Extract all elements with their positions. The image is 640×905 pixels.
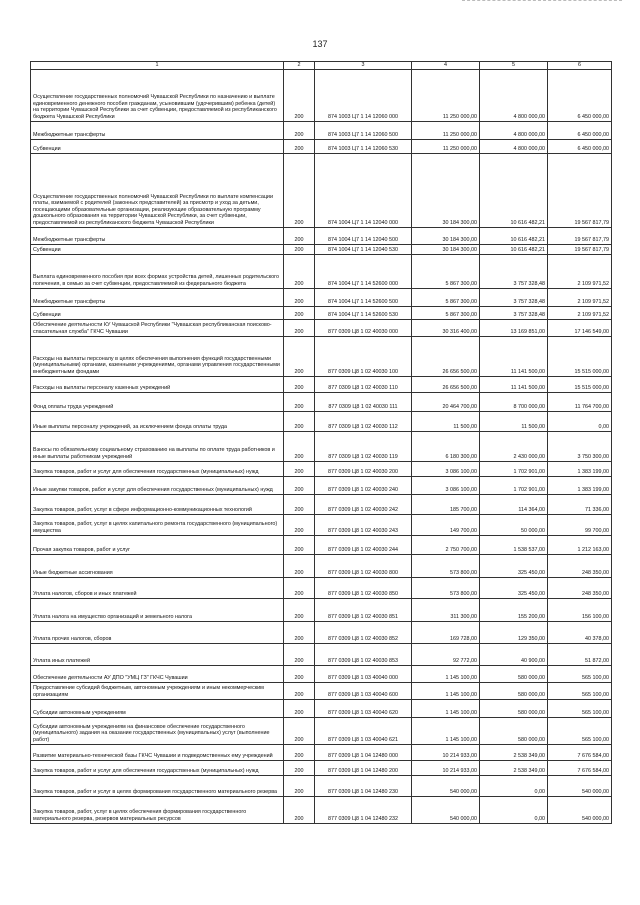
row-kvsr: 200	[284, 797, 315, 824]
row-remaining-amount: 71 336,00	[548, 495, 612, 515]
row-remaining-amount: 2 109 971,52	[548, 255, 612, 289]
row-budget-code: 877 0309 Ц8 1 02 40030 243	[315, 515, 412, 536]
row-plan-amount: 11 500,00	[412, 412, 480, 432]
row-budget-code: 877 0309 Ц8 1 04 12480 000	[315, 745, 412, 761]
row-description: Уплата налогов, сборов и иных платежей	[31, 578, 284, 599]
row-kvsr: 200	[284, 622, 315, 644]
row-plan-amount: 1 145 100,00	[412, 683, 480, 700]
row-executed-amount: 580 000,00	[480, 683, 548, 700]
row-plan-amount: 573 800,00	[412, 555, 480, 578]
row-remaining-amount: 11 764 700,00	[548, 393, 612, 412]
row-remaining-amount: 40 378,00	[548, 622, 612, 644]
row-budget-code: 877 0309 Ц8 1 04 12480 232	[315, 797, 412, 824]
table-row	[31, 320, 612, 337]
row-kvsr: 200	[284, 228, 315, 245]
table-header-row	[31, 62, 612, 70]
row-budget-code: 877 0309 Ц8 1 04 12480 200	[315, 761, 412, 776]
row-kvsr: 200	[284, 477, 315, 495]
row-description: Расходы на выплаты персоналу казенных учреждений	[31, 377, 284, 393]
row-remaining-amount: 99 700,00	[548, 515, 612, 536]
table-row	[31, 289, 612, 307]
row-executed-amount: 11 500,00	[480, 412, 548, 432]
row-budget-code: 874 1004 Ц7 1 14 52600 000	[315, 255, 412, 289]
row-remaining-amount: 6 450 000,00	[548, 122, 612, 140]
row-description: Закупка товаров, работ, услуг в целях капитального ремонта государственного (муниципального) имущества	[31, 515, 284, 536]
row-description: Межбюджетные трансферты	[31, 289, 284, 307]
row-plan-amount: 30 184 300,00	[412, 228, 480, 245]
row-remaining-amount: 7 676 584,00	[548, 761, 612, 776]
row-plan-amount: 26 656 500,00	[412, 377, 480, 393]
row-executed-amount: 3 757 328,48	[480, 255, 548, 289]
row-plan-amount: 11 250 000,00	[412, 70, 480, 122]
row-plan-amount: 3 086 100,00	[412, 477, 480, 495]
row-description: Иные закупки товаров, работ и услуг для обеспечения государственных (муниципальных) нужд	[31, 477, 284, 495]
row-kvsr: 200	[284, 700, 315, 718]
table-row	[31, 140, 612, 154]
table-row	[31, 432, 612, 462]
column-header-5: 5	[480, 62, 548, 70]
row-kvsr: 200	[284, 555, 315, 578]
table-row	[31, 255, 612, 289]
row-remaining-amount: 248 350,00	[548, 555, 612, 578]
row-budget-code: 877 0309 Ц8 1 02 40030 853	[315, 644, 412, 666]
row-description: Субсидии автономным учреждениям на финансовое обеспечение государственного (муниципального) задания на оказание государственных (муниципальных) услуг (выполнение работ)	[31, 718, 284, 745]
table-row	[31, 477, 612, 495]
row-description: Субвенции	[31, 307, 284, 320]
row-description: Субвенции	[31, 245, 284, 255]
row-kvsr: 200	[284, 255, 315, 289]
row-remaining-amount: 3 750 300,00	[548, 432, 612, 462]
row-remaining-amount: 15 515 000,00	[548, 337, 612, 377]
row-executed-amount: 3 757 328,48	[480, 307, 548, 320]
row-budget-code: 877 0309 Ц8 1 03 40040 621	[315, 718, 412, 745]
row-kvsr: 200	[284, 307, 315, 320]
table-row	[31, 666, 612, 683]
row-executed-amount: 4 800 000,00	[480, 122, 548, 140]
row-remaining-amount: 1 212 163,00	[548, 536, 612, 555]
row-description: Закупка товаров, работ и услуг в целях формирования государственного материального резерва	[31, 776, 284, 797]
row-plan-amount: 20 464 700,00	[412, 393, 480, 412]
row-budget-code: 874 1004 Ц7 1 14 12040 530	[315, 245, 412, 255]
column-header-1: 1	[31, 62, 284, 70]
table-row	[31, 776, 612, 797]
table-row	[31, 797, 612, 824]
row-executed-amount: 580 000,00	[480, 718, 548, 745]
table-row	[31, 245, 612, 255]
row-budget-code: 877 0309 Ц8 1 03 40040 620	[315, 700, 412, 718]
row-kvsr: 200	[284, 776, 315, 797]
row-description: Закупка товаров, работ и услуг для обеспечения государственных (муниципальных) нужд	[31, 462, 284, 477]
row-budget-code: 874 1003 Ц7 1 14 12060 530	[315, 140, 412, 154]
row-budget-code: 877 0309 Ц8 1 02 40030 852	[315, 622, 412, 644]
row-description: Развитие материально-технической базы ГКЧС Чувашии и подведомственных ему учреждений	[31, 745, 284, 761]
row-budget-code: 874 1003 Ц7 1 14 12060 500	[315, 122, 412, 140]
row-remaining-amount: 248 350,00	[548, 578, 612, 599]
row-description: Субсидии автономным учреждениям	[31, 700, 284, 718]
row-kvsr: 200	[284, 666, 315, 683]
row-budget-code: 874 1003 Ц7 1 14 12060 000	[315, 70, 412, 122]
column-header-2: 2	[284, 62, 315, 70]
row-plan-amount: 540 000,00	[412, 776, 480, 797]
row-remaining-amount: 17 146 549,00	[548, 320, 612, 337]
row-executed-amount: 0,00	[480, 776, 548, 797]
row-kvsr: 200	[284, 140, 315, 154]
row-kvsr: 200	[284, 393, 315, 412]
row-plan-amount: 573 800,00	[412, 578, 480, 599]
row-kvsr: 200	[284, 432, 315, 462]
row-executed-amount: 2 538 349,00	[480, 745, 548, 761]
row-description: Расходы на выплаты персоналу в целях обеспечения выполнения функций государственными (муниципальными) органами, казенными учреждениями, органами управления государственными внебюджетными фондами	[31, 337, 284, 377]
row-executed-amount: 10 616 482,21	[480, 154, 548, 228]
row-plan-amount: 11 250 000,00	[412, 140, 480, 154]
row-remaining-amount: 565 100,00	[548, 683, 612, 700]
row-budget-code: 877 0309 Ц8 1 03 40040 600	[315, 683, 412, 700]
row-description: Межбюджетные трансферты	[31, 228, 284, 245]
row-remaining-amount: 6 450 000,00	[548, 140, 612, 154]
row-description: Иные выплаты персоналу учреждений, за исключением фонда оплаты труда	[31, 412, 284, 432]
row-remaining-amount: 19 567 817,79	[548, 245, 612, 255]
row-description: Прочая закупка товаров, работ и услуг	[31, 536, 284, 555]
row-kvsr: 200	[284, 337, 315, 377]
row-budget-code: 877 0309 Ц8 1 02 40030 200	[315, 462, 412, 477]
row-description: Уплата прочих налогов, сборов	[31, 622, 284, 644]
row-budget-code: 877 0309 Ц8 1 02 40030 110	[315, 377, 412, 393]
row-remaining-amount: 156 100,00	[548, 599, 612, 622]
row-remaining-amount: 540 000,00	[548, 797, 612, 824]
table-row	[31, 622, 612, 644]
row-description: Иные бюджетные ассигнования	[31, 555, 284, 578]
row-description: Уплата иных платежей	[31, 644, 284, 666]
table-body	[31, 70, 612, 824]
row-budget-code: 877 0309 Ц8 1 02 40030 242	[315, 495, 412, 515]
row-remaining-amount: 19 567 817,79	[548, 228, 612, 245]
row-description: Межбюджетные трансферты	[31, 122, 284, 140]
table-row	[31, 377, 612, 393]
row-kvsr: 200	[284, 412, 315, 432]
row-budget-code: 874 1004 Ц7 1 14 52600 530	[315, 307, 412, 320]
row-executed-amount: 1 538 537,00	[480, 536, 548, 555]
row-plan-amount: 92 772,00	[412, 644, 480, 666]
row-plan-amount: 6 180 300,00	[412, 432, 480, 462]
row-budget-code: 877 0309 Ц8 1 02 40030 244	[315, 536, 412, 555]
table-row	[31, 412, 612, 432]
row-kvsr: 200	[284, 462, 315, 477]
row-executed-amount: 1 702 901,00	[480, 477, 548, 495]
row-plan-amount: 1 145 100,00	[412, 666, 480, 683]
row-plan-amount: 30 184 300,00	[412, 154, 480, 228]
scan-artifact	[462, 0, 622, 4]
row-budget-code: 877 0309 Ц8 1 02 40030 850	[315, 578, 412, 599]
row-kvsr: 200	[284, 122, 315, 140]
row-executed-amount: 3 757 328,48	[480, 289, 548, 307]
row-executed-amount: 580 000,00	[480, 700, 548, 718]
page-number: 137	[312, 39, 328, 49]
row-kvsr: 200	[284, 745, 315, 761]
row-executed-amount: 155 200,00	[480, 599, 548, 622]
row-remaining-amount: 565 100,00	[548, 718, 612, 745]
table-row	[31, 555, 612, 578]
table-row	[31, 307, 612, 320]
row-executed-amount: 50 000,00	[480, 515, 548, 536]
row-executed-amount: 129 350,00	[480, 622, 548, 644]
row-remaining-amount: 1 383 199,00	[548, 477, 612, 495]
row-remaining-amount: 15 515 000,00	[548, 377, 612, 393]
row-kvsr: 200	[284, 718, 315, 745]
row-description: Закупка товаров, работ и услуг для обеспечения государственных (муниципальных) нужд	[31, 761, 284, 776]
row-remaining-amount: 7 676 584,00	[548, 745, 612, 761]
row-kvsr: 200	[284, 320, 315, 337]
row-plan-amount: 149 700,00	[412, 515, 480, 536]
row-plan-amount: 1 145 100,00	[412, 718, 480, 745]
row-executed-amount: 8 700 000,00	[480, 393, 548, 412]
row-kvsr: 200	[284, 536, 315, 555]
row-kvsr: 200	[284, 70, 315, 122]
row-plan-amount: 5 867 300,00	[412, 255, 480, 289]
column-header-4: 4	[412, 62, 480, 70]
row-executed-amount: 580 000,00	[480, 666, 548, 683]
row-budget-code: 877 0309 Ц8 1 03 40040 000	[315, 666, 412, 683]
table-row	[31, 462, 612, 477]
row-executed-amount: 4 800 000,00	[480, 70, 548, 122]
table-row	[31, 683, 612, 700]
row-budget-code: 877 0309 Ц8 1 04 12480 230	[315, 776, 412, 797]
row-plan-amount: 169 728,00	[412, 622, 480, 644]
row-plan-amount: 5 867 300,00	[412, 307, 480, 320]
table-row	[31, 718, 612, 745]
row-plan-amount: 10 214 933,00	[412, 745, 480, 761]
row-description: Субвенции	[31, 140, 284, 154]
table-row	[31, 745, 612, 761]
row-plan-amount: 2 750 700,00	[412, 536, 480, 555]
row-plan-amount: 26 656 500,00	[412, 337, 480, 377]
table-row	[31, 122, 612, 140]
row-remaining-amount: 19 567 817,79	[548, 154, 612, 228]
row-kvsr: 200	[284, 154, 315, 228]
row-description: Предоставление субсидий бюджетным, автономным учреждениям и иным некоммерческим организациям	[31, 683, 284, 700]
row-kvsr: 200	[284, 495, 315, 515]
row-kvsr: 200	[284, 245, 315, 255]
row-budget-code: 874 1004 Ц7 1 14 12040 500	[315, 228, 412, 245]
row-executed-amount: 11 141 500,00	[480, 377, 548, 393]
row-remaining-amount: 565 100,00	[548, 700, 612, 718]
row-budget-code: 877 0309 Ц8 1 02 40030 800	[315, 555, 412, 578]
row-description: Закупка товаров, работ, услуг в сфере информационно-коммуникационных технологий	[31, 495, 284, 515]
table-row	[31, 515, 612, 536]
budget-table	[30, 61, 612, 824]
row-description: Обеспечение деятельности АУ ДПО "УМЦ ГЗ" ГКЧС Чувашии	[31, 666, 284, 683]
row-executed-amount: 4 800 000,00	[480, 140, 548, 154]
row-description: Взносы по обязательному социальному страхованию на выплаты по оплате труда работников и иные выплаты работникам учреждений	[31, 432, 284, 462]
row-executed-amount: 1 702 901,00	[480, 462, 548, 477]
row-description: Осуществление государственных полномочий Чувашской Республики по назначению и выплате единовременного денежного пособия гражданам, усыновившим (удочерившим) ребенка (детей) на территории Чувашской Республики за счет субвенции, предоставляемой из республиканского бюджета Чувашской Республики	[31, 70, 284, 122]
table-row	[31, 599, 612, 622]
row-description: Уплата налога на имущество организаций и земельного налога	[31, 599, 284, 622]
row-executed-amount: 114 364,00	[480, 495, 548, 515]
row-kvsr: 200	[284, 683, 315, 700]
row-budget-code: 877 0309 Ц8 1 02 40030 000	[315, 320, 412, 337]
row-plan-amount: 185 700,00	[412, 495, 480, 515]
row-executed-amount: 325 450,00	[480, 555, 548, 578]
table-row	[31, 761, 612, 776]
row-executed-amount: 0,00	[480, 797, 548, 824]
row-kvsr: 200	[284, 644, 315, 666]
table-row	[31, 700, 612, 718]
row-executed-amount: 2 538 349,00	[480, 761, 548, 776]
row-plan-amount: 11 250 000,00	[412, 122, 480, 140]
row-description: Закупка товаров, работ, услуг в целях обеспечения формирования государственного материального резерва, резервов материальных ресурсов	[31, 797, 284, 824]
row-executed-amount: 10 616 482,21	[480, 228, 548, 245]
table-row	[31, 495, 612, 515]
row-plan-amount: 30 184 300,00	[412, 245, 480, 255]
row-plan-amount: 540 000,00	[412, 797, 480, 824]
row-executed-amount: 40 900,00	[480, 644, 548, 666]
row-budget-code: 877 0309 Ц8 1 02 40030 100	[315, 337, 412, 377]
table-row	[31, 228, 612, 245]
row-budget-code: 874 1004 Ц7 1 14 12040 000	[315, 154, 412, 228]
table-row	[31, 337, 612, 377]
row-remaining-amount: 2 109 971,52	[548, 307, 612, 320]
row-remaining-amount: 0,00	[548, 412, 612, 432]
row-plan-amount: 1 145 100,00	[412, 700, 480, 718]
row-budget-code: 877 0309 Ц8 1 02 40030 851	[315, 599, 412, 622]
row-kvsr: 200	[284, 761, 315, 776]
row-kvsr: 200	[284, 599, 315, 622]
row-budget-code: 877 0309 Ц8 1 02 40030 112	[315, 412, 412, 432]
row-remaining-amount: 1 383 199,00	[548, 462, 612, 477]
row-budget-code: 874 1004 Ц7 1 14 52600 500	[315, 289, 412, 307]
row-remaining-amount: 51 872,00	[548, 644, 612, 666]
row-plan-amount: 10 214 933,00	[412, 761, 480, 776]
table-row	[31, 154, 612, 228]
table-row	[31, 644, 612, 666]
column-header-3: 3	[315, 62, 412, 70]
row-kvsr: 200	[284, 377, 315, 393]
row-executed-amount: 11 141 500,00	[480, 337, 548, 377]
row-plan-amount: 3 086 100,00	[412, 462, 480, 477]
row-description: Выплата единовременного пособия при всех формах устройства детей, лишенных родительского попечения, в семью за счет субвенции, предоставляемой из федерального бюджета	[31, 255, 284, 289]
row-executed-amount: 325 450,00	[480, 578, 548, 599]
row-budget-code: 877 0309 Ц8 1 02 40030 111	[315, 393, 412, 412]
row-kvsr: 200	[284, 515, 315, 536]
row-remaining-amount: 540 000,00	[548, 776, 612, 797]
row-executed-amount: 2 430 000,00	[480, 432, 548, 462]
table-row	[31, 536, 612, 555]
row-plan-amount: 30 316 400,00	[412, 320, 480, 337]
table-row	[31, 578, 612, 599]
row-plan-amount: 5 867 300,00	[412, 289, 480, 307]
row-budget-code: 877 0309 Ц8 1 02 40030 240	[315, 477, 412, 495]
table-row	[31, 70, 612, 122]
row-description: Осуществление государственных полномочий Чувашской Республики по выплате компенсации платы, взимаемой с родителей (законных представителей) за присмотр и уход за детьми, посещающими образовательные организации, реализующие образовательную программу дошкольного образования на территории Чувашской Республики, за счет субвенции, предоставляемой из республиканского бюджета Чувашской Республики	[31, 154, 284, 228]
column-header-6: 6	[548, 62, 612, 70]
budget-table-container	[30, 61, 611, 824]
table-row	[31, 393, 612, 412]
row-description: Фонд оплаты труда учреждений	[31, 393, 284, 412]
row-kvsr: 200	[284, 289, 315, 307]
row-executed-amount: 10 616 482,21	[480, 245, 548, 255]
row-kvsr: 200	[284, 578, 315, 599]
row-remaining-amount: 6 450 000,00	[548, 70, 612, 122]
row-budget-code: 877 0309 Ц8 1 02 40030 119	[315, 432, 412, 462]
row-description: Обеспечение деятельности КУ Чувашской Республики "Чувашская республиканская поисково-спасательная служба" ГКЧС Чувашии	[31, 320, 284, 337]
row-remaining-amount: 2 109 971,52	[548, 289, 612, 307]
row-executed-amount: 13 169 851,00	[480, 320, 548, 337]
row-remaining-amount: 565 100,00	[548, 666, 612, 683]
row-plan-amount: 311 300,00	[412, 599, 480, 622]
